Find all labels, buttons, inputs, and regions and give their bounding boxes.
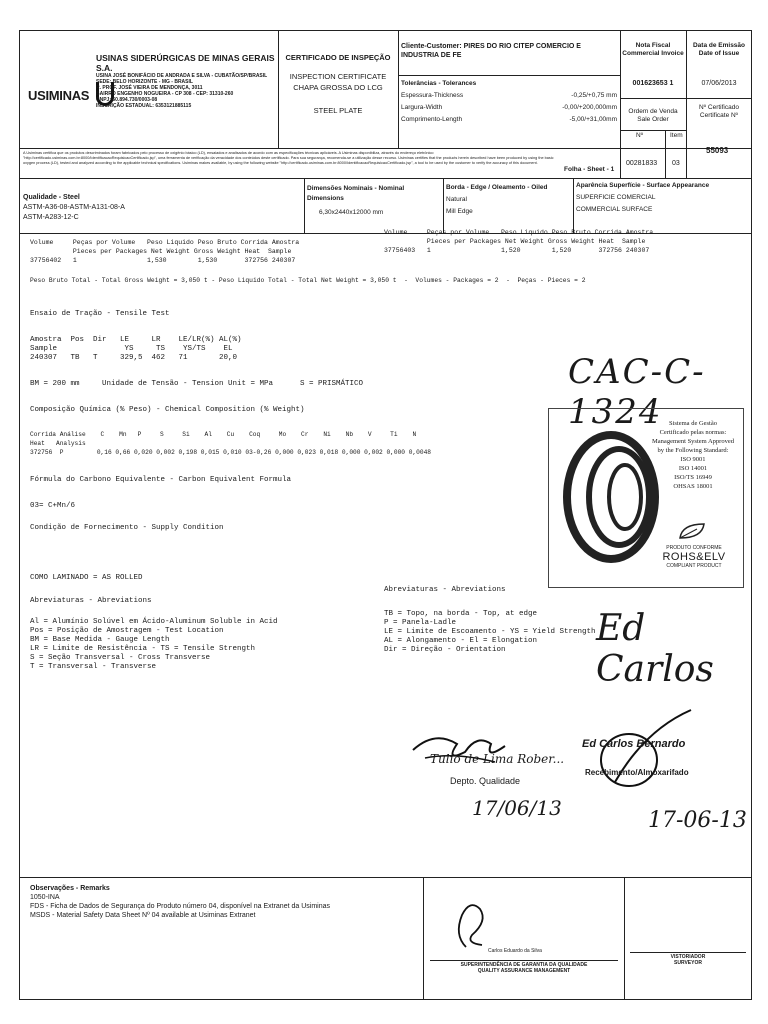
footer-separator <box>624 877 625 1000</box>
company-line: CNPJ: 60.894.730/0003-08 <box>96 97 158 103</box>
handwritten-annotation: CAC-C-1324 <box>568 352 706 432</box>
sheet-indicator <box>564 166 614 174</box>
supply-title: Condição de Fornecimento - Supply Condition <box>30 524 224 532</box>
issue-label: Data de Emissão Date of Issue <box>692 42 746 57</box>
company-name: USINAS SIDERÚRGICAS DE MINAS GERAIS S.A. <box>96 53 275 73</box>
sale-order-value: 00281833 <box>626 160 658 167</box>
quality-line: ASTM-A283-12-C <box>23 214 79 221</box>
rohs-top: PRODUTO CONFORME <box>666 545 722 551</box>
quality-signer-name: Tulio de Lima Rober... <box>430 752 565 766</box>
stamp-line: Management System Approved <box>652 438 734 445</box>
edge-block <box>446 182 571 218</box>
spec-separator <box>304 178 305 233</box>
footer-separator <box>423 877 424 1000</box>
stamp-line: ISO/TS 16949 <box>674 474 712 481</box>
qa-role-en: QUALITY ASSURANCE MANAGEMENT <box>477 968 571 974</box>
quality-department: Depto. Qualidade <box>450 776 521 786</box>
surface-value: COMMERCIAL SURFACE <box>576 206 653 213</box>
spec-separator <box>443 178 444 233</box>
qa-role <box>430 962 618 974</box>
surface-label: Aparência Superfície - Surface Appearance <box>576 182 710 189</box>
surveyor-label <box>630 954 746 966</box>
stamp-line: ISO 9001 <box>680 456 706 463</box>
qa-person: Carlos Eduardo da Silva <box>488 948 542 954</box>
header-separator <box>686 30 687 178</box>
cert-no-value: 55093 <box>706 146 729 155</box>
item-value: 03 <box>672 160 680 167</box>
abbrev-left: Al = Alumínio Solúvel em Ácido-Aluminum Soluble in Acid Pos = Posição de Amostragem - Test Location BM = Base Medida - Gauge Length LR = Limite de Resistência - TS = Tensile Strength S = Seção Transversal - Cross Transverse T = Transversal - Transverse <box>30 618 278 671</box>
abbrev-title-left: Abreviaturas - Abreviations <box>30 597 152 605</box>
carbon-formula: 03= C+Mn/6 <box>30 502 76 510</box>
client-block <box>401 42 617 60</box>
quality-block <box>23 193 301 223</box>
receiver-name: Ed Carlos Bernardo <box>582 738 686 750</box>
stamp-line: ISO 14001 <box>678 465 708 472</box>
client-label: Cliente-Customer: <box>401 43 462 50</box>
edge-value: Natural <box>446 196 467 203</box>
abbrev-right: TB = Topo, na borda - Top, at edge P = Panela-Ladle LE = Limite de Escoamento - YS = Yield Strength AL = Alongamento - El = Elongation Dir = Direção - Orientation <box>384 610 596 654</box>
company-line: INSCRIÇÃO ESTADUAL: 6353121885115 <box>96 103 192 109</box>
header-separator <box>278 30 279 148</box>
sheet-label: Folha - Sheet - <box>564 166 609 173</box>
remark-line: MSDS - Material Safety Data Sheet Nº 04 available at Usiminas Extranet <box>30 912 256 919</box>
abbrev-title-right: Abreviaturas - Abreviations <box>384 586 506 594</box>
surveyor-pt: VISTORIADOR <box>670 954 706 960</box>
quality-label: Qualidade - Steel <box>23 194 80 201</box>
tensile-table: Amostra Pos Dir LE LR LE/LR(%) AL(%) Sample YS TS YS/TS EL 240307 TB T 329,5 462 71 20,0 <box>30 336 242 362</box>
spec-separator <box>573 178 574 233</box>
rohs-main: ROHS&ELV <box>662 551 726 563</box>
rohs-block <box>647 545 741 569</box>
edge-value: Mill Edge <box>446 208 473 215</box>
header-separator <box>398 30 399 148</box>
surface-block <box>576 180 748 216</box>
company-line: USINA JOSÉ BONIFÁCIO DE ANDRADA E SILVA - CUBATÃO/SP/BRASIL <box>96 73 268 79</box>
remark-line: FDS - Ficha de Dados de Segurança do Produto número 04, disponível na Extranet da Usiminas <box>30 903 330 910</box>
cert-title-pt: CERTIFICADO DE INSPEÇÃO <box>285 53 391 62</box>
company-line: R. PROF. JOSÉ VIEIRA DE MENDONÇA, 3011 <box>96 85 203 91</box>
chem-table: Corrida Análise C Mn P S Si Al Cu Coq Mo Cr Ni Nb V Ti N Heat Analysis 372756 P 0,16 0,66 0,020 0,002 0,198 0,015 0,010 03-0,26 0,000 0,023 0,018 0,000 0,002 0,000 0,0048 <box>30 431 432 456</box>
surface-value: SUPERFICIE COMERCIAL <box>576 194 656 201</box>
sheet-value: 1 <box>610 166 615 173</box>
leaf-icon <box>677 521 707 541</box>
quality-line: ASTM-A36-08-ASTM-A131-08-A <box>23 204 125 211</box>
tolerance-value: -0,00/+200,000mm <box>562 104 617 111</box>
invoice-value: 001623653 1 <box>632 80 674 87</box>
edge-label: Borda - Edge / Oleamento - Oiled <box>446 184 548 191</box>
stamp-line: OHSAS 18001 <box>673 483 713 490</box>
tolerance-label: Largura-Width <box>401 104 443 111</box>
tolerance-label: Espessura-Thickness <box>401 92 464 99</box>
qa-role-pt: SUPERINTENDÊNCIA DE GARANTIA DA QUALIDADE <box>460 962 588 968</box>
tolerance-value: -5,00/+31,00mm <box>569 116 617 123</box>
issue-value: 07/06/2013 <box>701 80 737 87</box>
volume-block-left: Volume Peças por Volume Peso Liquido Peso Bruto Corrida Amostra Pieces per Packages Net Weight Gross Weight Heat Sample 37756402 1 1,530 1,530 372756 240307 <box>30 239 300 264</box>
product-pt: CHAPA GROSSA DO LCG <box>293 83 383 92</box>
logo-wordmark: USIMINAS <box>28 88 90 103</box>
product-en: STEEL PLATE <box>313 106 363 115</box>
remarks-block <box>30 884 420 920</box>
handwritten-name: Ed Carlos <box>596 608 714 690</box>
header-separator <box>620 30 621 178</box>
invoice-divider <box>620 98 752 99</box>
tolerance-row <box>401 114 617 126</box>
certification-stamp <box>548 408 744 588</box>
tolerance-row <box>401 90 617 102</box>
stamp-line: Certificado pelas normas: <box>659 429 727 436</box>
dims-label: Dimensões Nominais - Nominal Dimensions <box>307 185 405 202</box>
supply-value: COMO LAMINADO = AS ROLLED <box>30 574 143 582</box>
carbon-title: Fórmula do Carbono Equivalente - Carbon Equivalent Formula <box>30 476 292 484</box>
remarks-label: Observações - Remarks <box>30 885 110 892</box>
tensile-title: Ensaio de Tração - Tensile Test <box>30 310 170 318</box>
tolerances-block <box>401 78 617 126</box>
tolerance-value: -0,25/+0,75 mm <box>571 92 617 99</box>
client-name: PIRES DO RIO CITEP COMERCIO E INDUSTRIA DE FE <box>401 43 581 59</box>
qa-signature-line <box>430 960 618 961</box>
footer-divider <box>19 877 752 878</box>
stamp-line: by the Following Standard: <box>657 447 729 454</box>
sale-order-label: Ordem de Venda Sale Order <box>628 108 678 123</box>
disclaimer-divider <box>19 178 752 179</box>
receiver-role: Recebimento/Almoxarifado <box>585 768 689 777</box>
surveyor-line <box>630 952 746 953</box>
gauge-line: BM = 200 mm Unidade de Tensão - Tension Unit = MPa S = PRISMÁTICO <box>30 380 364 388</box>
no-label: Nº <box>636 132 644 139</box>
certificate-title <box>280 52 396 116</box>
company-line: BAIRRO ENGENHO NOGUEIRA - CP 308 - CEP: 31310-260 <box>96 91 234 97</box>
tolerance-label: Comprimento-Length <box>401 116 463 123</box>
client-divider <box>398 75 620 76</box>
remark-line: 1050-INA <box>30 894 60 901</box>
volume-block-right: Volume Peças por Volume Peso Liquido Peso Bruto Corrida Amostra Pieces per Packages Net Weight Gross Weight Heat Sample 37756403 1 1,520 1,520 372756 240307 <box>384 229 654 254</box>
handwritten-date: 17/06/13 <box>472 796 562 820</box>
company-line: SEDE: BELO HORIZONTE - MG - BRASIL <box>96 79 193 85</box>
chem-title: Composição Química (% Peso) - Chemical Composition (% Weight) <box>30 406 305 414</box>
invoice-label: Nota Fiscal Commercial Invoice <box>622 42 684 57</box>
tolerance-row <box>401 102 617 114</box>
company-info <box>96 53 276 109</box>
order-divider <box>620 130 686 131</box>
tolerances-label: Tolerâncias - Tolerances <box>401 80 477 87</box>
surveyor-en: SURVEYOR <box>674 960 702 966</box>
handwritten-receipt-date: 17-06-13 <box>648 808 747 833</box>
disclaimer-text: A Usiminas certifica que os produtos descriminados foram fabricados pelo processo de oxigênio básico (LD), ensaiados e analisados de acordo com as especificações técnicas aplicáveis. A Usiminas disponibiliza, através do endereço eletrônico "http://certificado.usiminas.com.br:8000/IdentificacaoRequisicaoCertificado.jsp", uma ferramenta de verificação da veracidade dos conteúdos deste certificado. Para sua segurança, recomenda-se a utilização desse recurso. Usiminas certifies that the products herein described have been produced by using the basic oxygen process (LD), tested and analyzed according to the applicable technical specifications. Usiminas makes available, by using the following website "http://certificado.usiminas.com.br:8000/IdentificacaoRequisicaoCertificado.jsp", a tool to be used by the customer to verify the accuracy of this document. <box>23 151 554 165</box>
qa-signature-icon <box>448 895 498 955</box>
dims-value: 6,30x2440x12000 mm <box>319 209 384 216</box>
dimensions-block <box>307 184 441 218</box>
item-separator <box>665 130 666 178</box>
totals-line: Peso Bruto Total - Total Gross Weight = 3,050 t - Peso Liquido Total - Total Net Weight = 3,050 t - Volumes - Packages = 2 - Peças - Pieces = 2 <box>30 277 586 284</box>
stamp-line: Sistema de Gestão <box>668 420 718 427</box>
stamp-text <box>645 419 741 491</box>
cert-no-label: Nº Certificado Certificate Nº <box>699 104 739 119</box>
rohs-bottom: COMPLIANT PRODUCT <box>666 563 722 569</box>
item-label: Item <box>670 132 683 139</box>
cert-title-en: INSPECTION CERTIFICATE <box>289 72 387 81</box>
header-divider <box>19 148 752 149</box>
